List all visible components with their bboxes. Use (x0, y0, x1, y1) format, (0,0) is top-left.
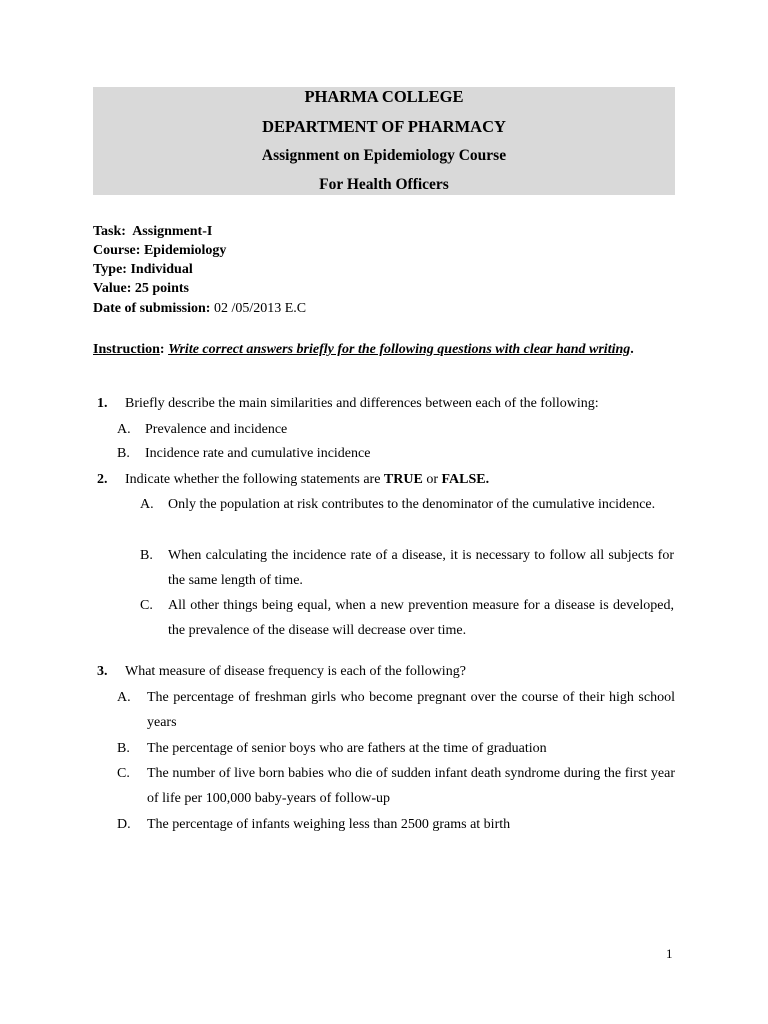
value-label: Value: (93, 281, 132, 296)
option-text: All other things being equal, when a new prevention measure for a disease is developed, the prevalence of the disease will decrease over time. (168, 598, 674, 638)
or-word: or (422, 472, 442, 487)
instruction (93, 341, 653, 359)
option-text: The number of live born babies who die of sudden infant death syndrome during the first year of life per 100,000 baby-years of follow-up (147, 766, 675, 806)
option-letter: C. (140, 598, 153, 613)
option-letter: A. (117, 422, 131, 437)
question-text: Briefly describe the main similarities and differences between each of the following: (125, 396, 599, 411)
option-text: When calculating the incidence rate of a disease, it is necessary to follow all subjects for the same length of time. (168, 548, 674, 588)
instruction-end: . (630, 342, 634, 357)
course-value: Epidemiology (143, 243, 227, 258)
course-label: Course: (93, 243, 141, 258)
option-text: The percentage of freshman girls who become pregnant over the course of their high school years (147, 690, 675, 730)
option-text: Prevalence and incidence (145, 422, 288, 437)
option-text: The percentage of senior boys who are fathers at the time of graduation (147, 741, 547, 756)
type-value: Individual (130, 262, 193, 277)
option-letter: A. (140, 497, 154, 512)
meta-type (93, 262, 193, 278)
assignment-title: Assignment on Epidemiology Course (261, 147, 507, 164)
question-text-pre: Indicate whether the following statements are (125, 472, 384, 487)
value-value: 25 points (134, 281, 189, 296)
question-number: 1. (97, 396, 108, 411)
option-text: Incidence rate and cumulative incidence (145, 446, 371, 461)
task-label: Task: (93, 224, 126, 239)
instruction-label: Instruction (93, 342, 160, 357)
option-text: Only the population at risk contributes to the denominator of the cumulative incidence. (168, 497, 656, 512)
date-value: 02 /05/2013 E.C (213, 301, 307, 316)
option-letter: B. (140, 548, 153, 563)
option-letter: C. (117, 766, 130, 781)
question-text: What measure of disease frequency is each of the following? (125, 664, 466, 679)
type-label: Type: (93, 262, 127, 277)
document-header (93, 87, 675, 195)
meta-task (93, 224, 212, 240)
option-text: The percentage of infants weighing less than 2500 grams at birth (147, 817, 511, 832)
instruction-colon: : (159, 342, 165, 357)
question-number: 2. (97, 472, 108, 487)
instruction-text: Write correct answers briefly for the following questions with clear hand writing (168, 342, 631, 357)
department-name: DEPARTMENT OF PHARMACY (262, 117, 506, 136)
date-label: Date of submission: (93, 301, 211, 316)
option-letter: B. (117, 741, 130, 756)
meta-course (93, 243, 226, 259)
option-letter: A. (117, 690, 131, 705)
meta-value (93, 281, 189, 297)
question-number: 3. (97, 664, 108, 679)
task-value: Assignment-I (132, 224, 213, 239)
question-text (125, 472, 685, 488)
true-word: TRUE (383, 472, 423, 487)
meta-date (93, 301, 306, 317)
option-letter: B. (117, 446, 130, 461)
option-letter: D. (117, 817, 131, 832)
false-word: FALSE. (441, 472, 490, 487)
audience-line: For Health Officers (319, 176, 449, 193)
page-number: 1 (666, 946, 673, 961)
college-name: PHARMA COLLEGE (304, 87, 464, 106)
